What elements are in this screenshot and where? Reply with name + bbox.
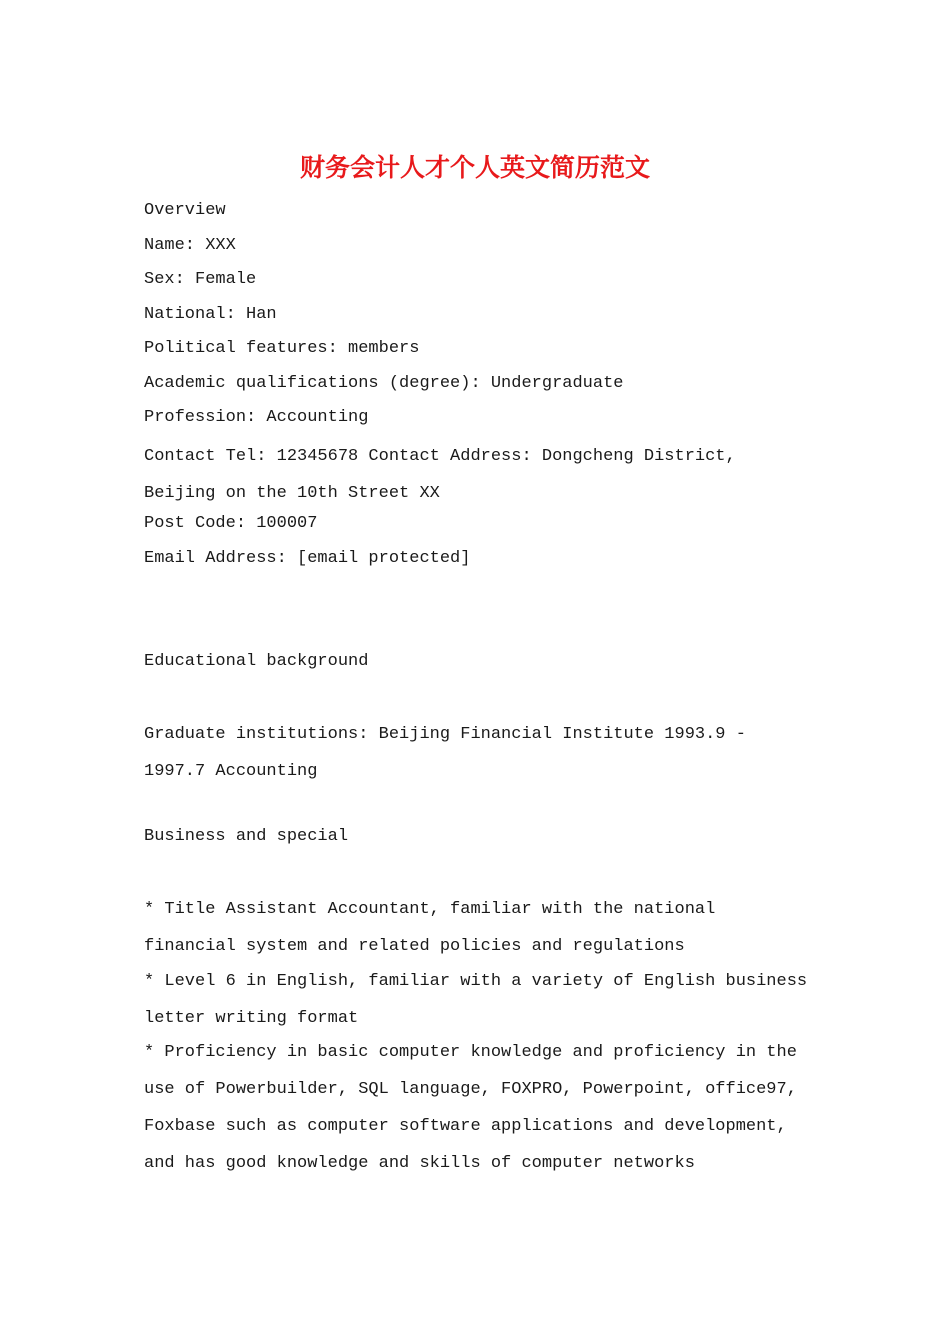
sex-line: Sex: Female	[144, 270, 257, 289]
business-item: * Title Assistant Accountant, familiar with the national financial system and related policies and regulations	[144, 900, 716, 956]
name-line: Name: XXX	[144, 235, 236, 255]
email-line: Email Address: [email protected]	[144, 548, 471, 568]
national-line: National: Han	[144, 304, 277, 324]
profession-line: Profession: Accounting	[144, 408, 369, 427]
section-spacer	[144, 788, 814, 823]
contact-line: Contact Tel: 12345678 Contact Address: Dongcheng District, Beijing on the 10th Street XX	[144, 446, 736, 503]
section-spacer	[144, 578, 814, 647]
institution-line: Graduate institutions: Beijing Financial Institute 1993.9 - 1997.7 Accounting	[144, 725, 746, 781]
education-heading: Educational background	[144, 652, 369, 671]
section-spacer	[144, 682, 814, 717]
resume-body	[144, 196, 814, 1180]
overview-heading: Overview	[144, 201, 226, 220]
business-heading: Business and special	[144, 827, 349, 846]
section-spacer	[144, 857, 814, 892]
business-item: * Proficiency in basic computer knowledge and proficiency in the use of Powerbuilder, SQL language, FOXPRO, Powerpoint, office97, Foxbase such as computer software applications and development, and has good knowledge and skills of computer networks	[144, 1043, 797, 1173]
document-title: 财务会计人才个人英文简历范文	[299, 153, 650, 182]
post-code-line: Post Code: 100007	[144, 514, 318, 533]
political-line: Political features: members	[144, 339, 420, 358]
business-item: * Level 6 in English, familiar with a variety of English business letter writing format	[144, 971, 808, 1028]
academic-line: Academic qualifications (degree): Undergraduate	[144, 373, 624, 393]
